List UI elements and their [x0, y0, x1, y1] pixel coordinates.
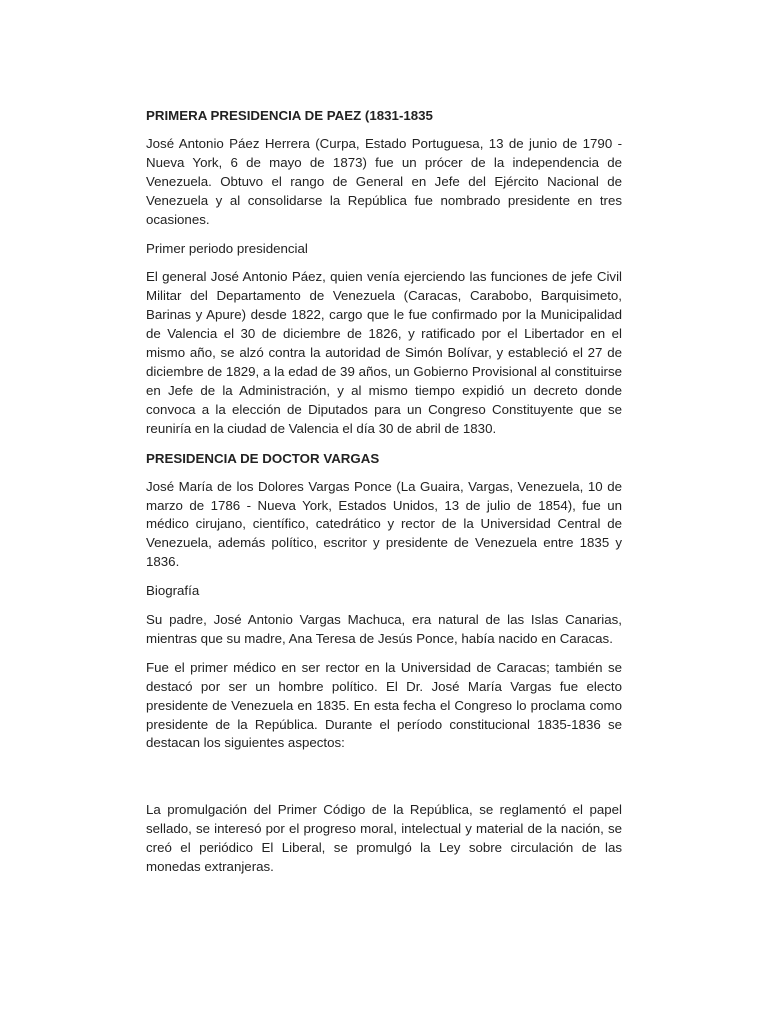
paez-subheading: Primer periodo presidencial: [146, 240, 308, 256]
section-heading-vargas: PRESIDENCIA DE DOCTOR VARGAS: [146, 450, 380, 466]
vargas-subheading: Biografía: [146, 583, 200, 599]
vargas-aspects-paragraph: La promulgación del Primer Código de la República, se reglamentó el papel sellado, se interesó por el progreso moral, intelectual y material de la nación, se creó el periódico El Liberal, se promulgó la Ley sobre circulación de las monedas extranjeras.: [146, 802, 622, 875]
document-page: [146, 106, 622, 887]
paez-body-paragraph: El general José Antonio Páez, quien venía ejerciendo las funciones de jefe Civil Militar del Departamento de Venezuela (Caracas, Carabobo, Barquisimeto, Barinas y Apure) desde 1822, cargo que le fue confirmado por la Municipalidad de Valencia el 30 de diciembre de 1826, y ratificado por el Libertador en el mismo año, se alzó contra la autoridad de Simón Bolívar, y estableció el 27 de diciembre de 1829, a la edad de 39 años, un Gobierno Provisional al constituirse en Jefe de la Administración, y al mismo tiempo expidió un decreto donde convoca a la elección de Diputados para un Congreso Constituyente que se reuniría en la ciudad de Valencia el día 30 de abril de 1830.: [146, 269, 622, 436]
vargas-intro-paragraph: José María de los Dolores Vargas Ponce (La Guaira, Vargas, Venezuela, 10 de marzo de 1786 - Nueva York, Estados Unidos, 13 de julio de 1854), fue un médico cirujano, científico, catedrático y rector de la Universidad Central de Venezuela, además político, escritor y presidente de Venezuela entre 1835 y 1836.: [146, 478, 622, 570]
section-heading-paez: PRIMERA PRESIDENCIA DE PAEZ (1831-1835: [146, 108, 433, 123]
vargas-bio-paragraph-2: Fue el primer médico en ser rector en la Universidad de Caracas; también se destacó por ser un hombre político. El Dr. José María Vargas fue electo presidente de Venezuela en 1835. En esta fecha el Congreso lo proclama como presidente de la República. Durante el período constitucional 1835-1836 se destacan los siguientes aspectos:: [146, 659, 622, 751]
vargas-bio-paragraph-1: Su padre, José Antonio Vargas Machuca, era natural de las Islas Canarias, mientras que su madre, Ana Teresa de Jesús Ponce, había nacido en Caracas.: [146, 612, 622, 646]
paez-intro-paragraph: José Antonio Páez Herrera (Curpa, Estado Portuguesa, 13 de junio de 1790 - Nueva York, 6 de mayo de 1873) fue un prócer de la independencia de Venezuela. Obtuvo el rango de General en Jefe del Ejército Nacional de Venezuela y al consolidarse la República fue nombrado presidente en tres ocasiones.: [146, 136, 622, 227]
blank-gap: [146, 763, 622, 801]
